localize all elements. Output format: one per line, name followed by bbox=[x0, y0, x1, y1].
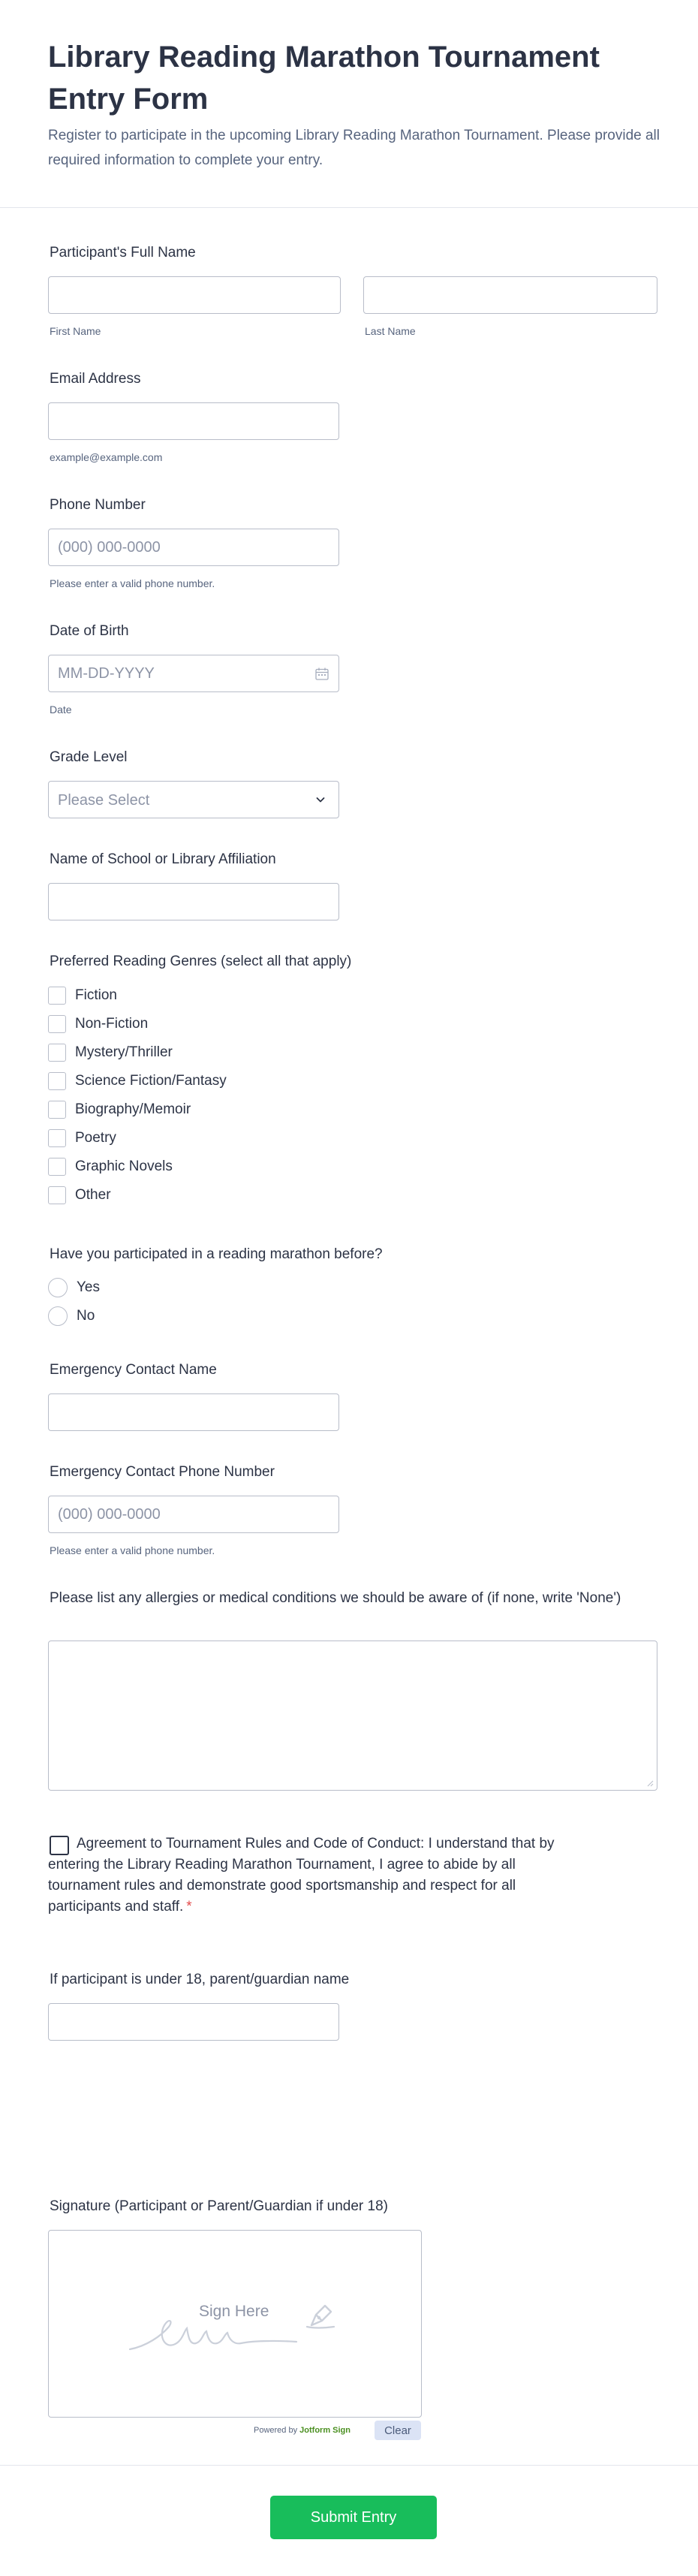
guardian-label: If participant is under 18, parent/guardian name bbox=[50, 1972, 350, 1987]
school-input[interactable] bbox=[48, 883, 339, 920]
genre-option-mystery[interactable] bbox=[48, 1042, 173, 1063]
agreement-label: Agreement to Tournament Rules and Code of Conduct: I understand that by entering the Library Reading Marathon Tournament, I agree to abide by all tournament rules and demonstrate good sportsmanship and respect for all participants and staff. bbox=[48, 1836, 555, 1915]
dob-label: Date of Birth bbox=[50, 623, 129, 639]
participated-option-label: No bbox=[77, 1308, 95, 1324]
full-name-label: Participant's Full Name bbox=[50, 245, 196, 261]
participated-option-label: Yes bbox=[77, 1279, 100, 1295]
checkbox[interactable] bbox=[48, 1101, 66, 1119]
genre-option-label: Mystery/Thriller bbox=[75, 1044, 173, 1060]
genre-option-label: Non-Fiction bbox=[75, 1016, 149, 1032]
genre-option-scifi[interactable] bbox=[48, 1071, 227, 1092]
calendar-icon[interactable] bbox=[315, 667, 329, 680]
radio[interactable] bbox=[48, 1278, 68, 1297]
allergies-label: Please list any allergies or medical conditions we should be aware of (if none, write 'None') bbox=[50, 1590, 621, 1606]
emergency-phone-label: Emergency Contact Phone Number bbox=[50, 1464, 275, 1480]
genre-option-poetry[interactable] bbox=[48, 1128, 116, 1149]
emergency-name-label: Emergency Contact Name bbox=[50, 1362, 217, 1378]
grade-label: Grade Level bbox=[50, 749, 128, 765]
form-header bbox=[0, 0, 698, 208]
radio[interactable] bbox=[48, 1306, 68, 1326]
powered-by bbox=[254, 2423, 351, 2438]
last-name-input[interactable] bbox=[363, 276, 657, 314]
checkbox[interactable] bbox=[48, 1129, 66, 1147]
first-name-input[interactable] bbox=[48, 276, 341, 314]
signature-hint: Sign Here bbox=[199, 2303, 269, 2320]
genre-option-label: Fiction bbox=[75, 987, 117, 1003]
checkbox[interactable] bbox=[48, 1186, 66, 1204]
phone-sublabel: Please enter a valid phone number. bbox=[50, 577, 215, 589]
genre-option-graphic-novels[interactable] bbox=[48, 1156, 173, 1177]
genre-option-label: Science Fiction/Fantasy bbox=[75, 1073, 227, 1089]
signature-pad[interactable] bbox=[48, 2230, 422, 2418]
email-input[interactable] bbox=[48, 402, 339, 440]
dob-sublabel: Date bbox=[50, 704, 72, 716]
resize-grip-icon[interactable] bbox=[646, 1779, 654, 1787]
checkbox[interactable] bbox=[48, 987, 66, 1005]
required-mark: * bbox=[186, 1899, 192, 1915]
emergency-name-input[interactable] bbox=[48, 1393, 339, 1431]
dob-input[interactable] bbox=[48, 655, 339, 692]
genre-option-non-fiction[interactable] bbox=[48, 1014, 148, 1035]
checkbox[interactable] bbox=[48, 1044, 66, 1062]
checkbox[interactable] bbox=[48, 1158, 66, 1176]
genre-option-label: Graphic Novels bbox=[75, 1158, 173, 1174]
chevron-down-icon bbox=[314, 794, 326, 806]
genre-option-label: Other bbox=[75, 1187, 111, 1203]
genres-label: Preferred Reading Genres (select all that apply) bbox=[50, 954, 352, 969]
genre-option-label: Poetry bbox=[75, 1130, 116, 1146]
participated-option-no[interactable] bbox=[48, 1306, 95, 1327]
powered-prefix: Powered by bbox=[254, 2426, 298, 2435]
signature-label: Signature (Participant or Parent/Guardian if under 18) bbox=[50, 2198, 388, 2214]
email-label: Email Address bbox=[50, 371, 141, 387]
genre-option-other[interactable] bbox=[48, 1185, 111, 1206]
powered-brand: Jotform Sign bbox=[299, 2426, 351, 2435]
form-description: Register to participate in the upcoming Library Reading Marathon Tournament. Please provide all required information to complete your entry. bbox=[48, 128, 660, 168]
genre-option-label: Biography/Memoir bbox=[75, 1101, 191, 1117]
grade-select-value: Please Select bbox=[58, 792, 150, 809]
submit-button[interactable]: Submit Entry bbox=[270, 2496, 437, 2539]
first-name-sublabel: First Name bbox=[50, 325, 101, 337]
last-name-sublabel: Last Name bbox=[365, 325, 416, 337]
clear-signature-button[interactable]: Clear bbox=[375, 2421, 421, 2440]
genre-option-biography[interactable] bbox=[48, 1099, 191, 1120]
checkbox[interactable] bbox=[48, 1015, 66, 1033]
participated-label: Have you participated in a reading marathon before? bbox=[50, 1246, 383, 1262]
form-title: Library Reading Marathon Tournament Entry Form bbox=[48, 41, 600, 116]
email-sublabel: example@example.com bbox=[50, 451, 163, 463]
guardian-input[interactable] bbox=[48, 2003, 339, 2041]
phone-input[interactable] bbox=[48, 529, 339, 566]
agreement-text bbox=[48, 1833, 588, 1918]
emergency-phone-sublabel: Please enter a valid phone number. bbox=[50, 1544, 215, 1556]
genre-option-fiction[interactable] bbox=[48, 985, 117, 1006]
allergies-textarea[interactable] bbox=[48, 1641, 657, 1791]
checkbox[interactable] bbox=[48, 1072, 66, 1090]
phone-label: Phone Number bbox=[50, 497, 146, 513]
pen-icon bbox=[304, 2300, 337, 2333]
grade-select[interactable] bbox=[48, 781, 339, 818]
participated-option-yes[interactable] bbox=[48, 1277, 100, 1298]
emergency-phone-input[interactable] bbox=[48, 1496, 339, 1533]
school-label: Name of School or Library Affiliation bbox=[50, 851, 276, 867]
